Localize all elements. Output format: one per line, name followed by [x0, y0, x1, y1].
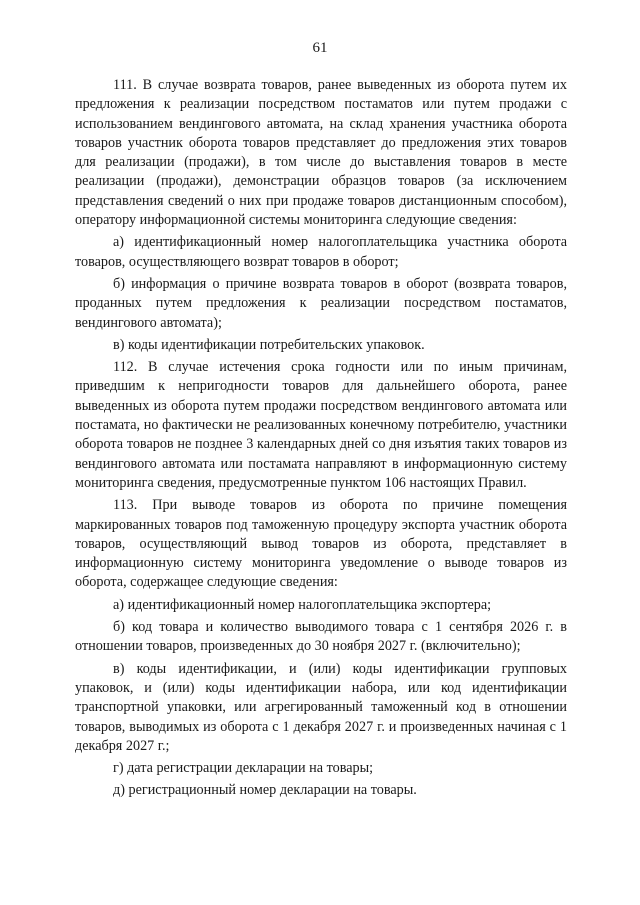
paragraph-111: 111. В случае возврата товаров, ранее выведенных из оборота путем их предложения к реализации посредством постаматов или путем продажи с использованием вендингового автомата, на склад хранения участника оборота товаров участник оборота товаров представляет до предложения этих товаров для реализации (продажи), в том числе до выставления товаров в месте реализации (продажи), демонстрации образцов товаров (за исключением представления сведений о них при продаже товаров дистанционным способом), оператору информационной системы мониторинга следующие сведения:	[75, 77, 567, 229]
paragraph-113-b: б) код товара и количество выводимого товара с 1 сентября 2026 г. в отношении товаров, произведенных до 30 ноября 2027 г. (включительно);	[75, 619, 567, 655]
page-number: 61	[312, 40, 328, 56]
document-body	[75, 76, 567, 801]
paragraph-111-a: а) идентификационный номер налогоплательщика участника оборота товаров, осуществляющего возврат товаров в оборот;	[75, 234, 567, 270]
paragraph-113-d: д) регистрационный номер декларации на товары.	[113, 782, 417, 799]
paragraph-112: 112. В случае истечения срока годности или по иным причинам, приведшим к непригодности товаров для дальнейшего оборота, ранее выведенных из оборота путем продажи посредством вендингового автомата или постамата, но фактически не реализованных конечному потребителю, участники оборота товаров не позднее 3 календарных дней со дня изъятия таких товаров из вендингового автомата или постамата направляют в информационную систему мониторинга сведения, предусмотренные пунктом 106 настоящих Правил.	[75, 359, 567, 491]
paragraph-113-v: в) коды идентификации, и (или) коды идентификации групповых упаковок, и (или) коды идентификации набора, или код идентификации транспортной упаковки, или агрегированный таможенный код в отношении товаров, выводимых из оборота с 1 декабря 2027 г. и произведенных начиная с 1 декабря 2027 г.;	[75, 660, 567, 754]
paragraph-113-g: г) дата регистрации декларации на товары;	[113, 760, 374, 777]
paragraph-113-a: а) идентификационный номер налогоплательщика экспортера;	[113, 596, 492, 613]
paragraph-111-b: б) информация о причине возврата товаров в оборот (возврата товаров, проданных путем предложения к реализации посредством постаматов, вендингового автомата);	[75, 275, 567, 331]
paragraph-111-v: в) коды идентификации потребительских упаковок.	[113, 336, 425, 353]
paragraph-113: 113. При выводе товаров из оборота по причине помещения маркированных товаров под таможенную процедуру экспорта участник оборота товаров, осуществляющий вывод товаров из оборота, представляет в информационную систему мониторинга уведомление о выводе товаров из оборота, содержащее следующие сведения:	[75, 497, 567, 591]
